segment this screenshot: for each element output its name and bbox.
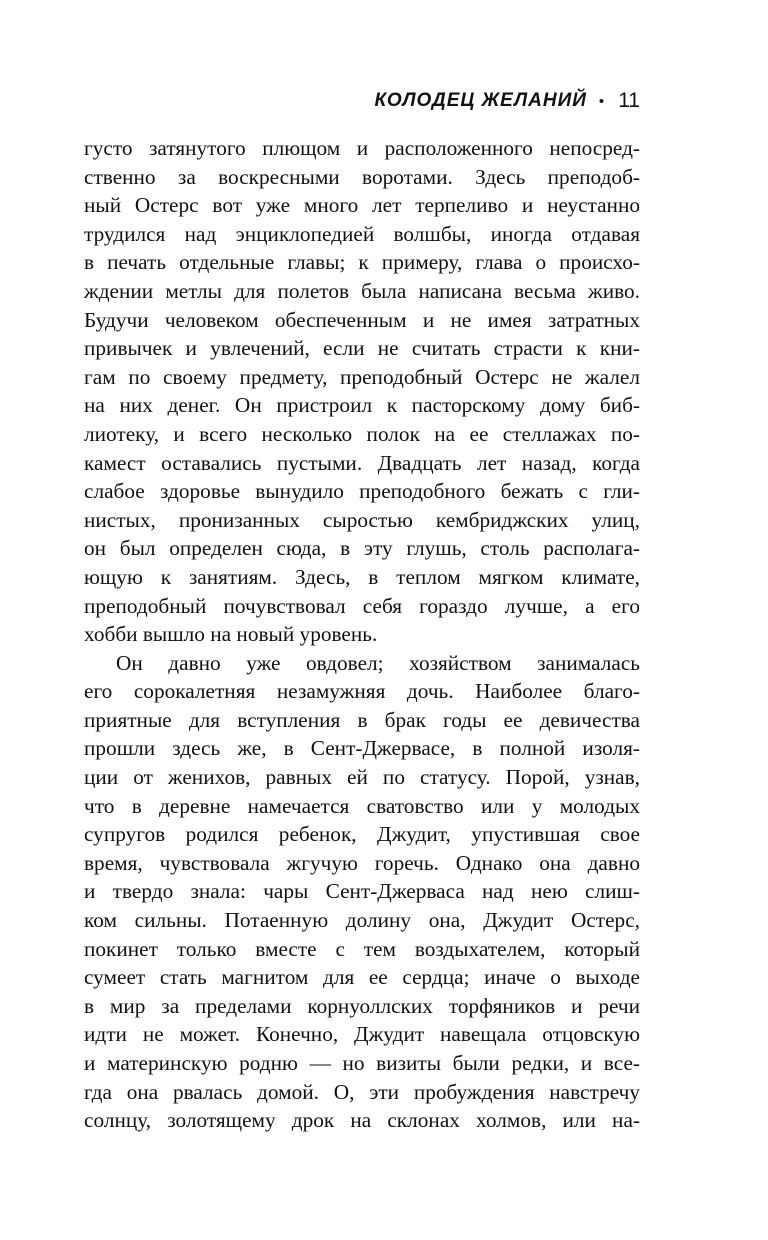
text-line: ющую к занятиям. Здесь, в теплом мягком климате, [84,564,640,589]
text-line: его сорокалетняя незамужняя дочь. Наиболее благо- [84,679,640,704]
text-line: он был определен сюда, в эту глушь, столь располага- [84,536,640,561]
text-line: лиотеку, и всего несколько полок на ее стеллажах по- [84,421,640,446]
text-line: Он давно уже овдовел; хозяйством занималась [116,650,640,675]
text-line: и твердо знала: чары Сент-Джерваса над нею слиш- [84,879,640,904]
text-line: на них денег. Он пристроил к пасторскому дому биб- [84,393,640,418]
text-line: гда она рвалась домой. О, эти пробуждения навстречу [84,1079,640,1104]
text-line: в печать отдельные главы; к примеру, глава о происхо- [84,250,640,275]
text-line: густо затянутого плющом и расположенного непосред- [84,136,640,160]
text-line: прошли здесь же, в Сент-Джервасе, в полной изоля- [84,736,640,761]
text-line: в мир за пределами корнуоллских торфяников и речи [84,993,640,1018]
text-line: нистых, пронизанных сыростью кембриджских улиц, [84,507,640,532]
page-number: 11 [618,89,640,112]
text-line: гам по своему предмету, преподобный Остерс не жалел [84,364,640,389]
text-line: приятные для вступления в брак годы ее девичества [84,707,640,732]
page-body-text [84,134,640,1135]
running-head-title: КОЛОДЕЦ ЖЕЛАНИЙ [374,90,587,111]
text-line: идти не может. Конечно, Джудит навещала отцовскую [84,1022,640,1047]
text-line: солнцу, золотящему дрок на склонах холмов, или на- [84,1108,640,1133]
paragraph [84,134,640,649]
text-line: преподобный почувствовал себя гораздо лучше, а его [84,593,640,618]
text-line: ждении метлы для полетов была написана весьма живо. [84,278,640,303]
text-line: покинет только вместе с тем воздыхателем, который [84,936,640,961]
text-line: сумеет стать магнитом для ее сердца; иначе о выходе [84,965,640,990]
text-line: хобби вышло на новый уровень. [84,622,378,647]
text-line: ции от женихов, равных ей по статусу. Порой, узнав, [84,765,640,790]
paragraph [84,649,640,1135]
text-line: ственно за воскресными воротами. Здесь преподоб- [84,164,640,189]
text-line: ный Остерс вот уже много лет терпеливо и неустанно [84,193,640,218]
text-line: и материнскую родню — но визиты были редки, и все- [84,1051,640,1075]
text-line: привычек и увлечений, если не считать страсти к кни- [84,336,640,361]
running-head-separator: • [598,92,605,110]
text-line: слабое здоровье вынудило преподобного бежать с гли- [84,479,640,504]
running-head [84,86,640,116]
text-line: Будучи человеком обеспеченным и не имея затратных [84,307,640,332]
text-line: супругов родился ребенок, Джудит, упустившая свое [84,822,640,847]
text-line: трудился над энциклопедией волшбы, иногда отдавая [84,221,640,246]
text-line: что в деревне намечается сватовство или у молодых [84,793,640,818]
text-line: ком сильны. Потаенную долину она, Джудит Остерс, [84,908,640,933]
text-line: время, чувствовала жгучую горечь. Однако она давно [84,850,640,875]
text-line: камест оставались пустыми. Двадцать лет назад, когда [84,450,640,475]
